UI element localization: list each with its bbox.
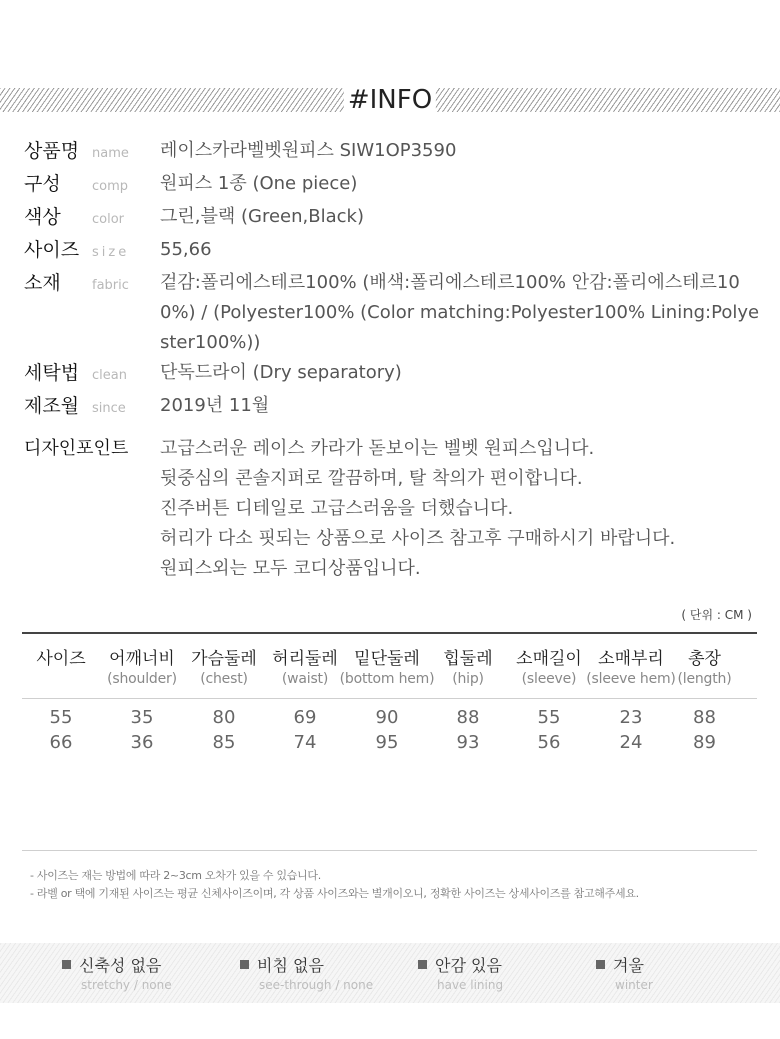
design-line: 고급스러운 레이스 카라가 돋보이는 벨벳 원피스입니다. bbox=[160, 438, 595, 459]
product-info-list bbox=[24, 136, 764, 424]
info-row-fabric bbox=[24, 268, 764, 358]
table-row bbox=[22, 730, 757, 755]
info-value: 단독드라이 (Dry separatory) bbox=[160, 362, 402, 383]
info-label: 상품명 bbox=[24, 140, 80, 162]
table-cell: 80 bbox=[212, 707, 236, 728]
table-cell: 90 bbox=[375, 707, 399, 728]
note-line: - 사이즈는 재는 방법에 따라 2~3cm 오차가 있을 수 있습니다. bbox=[30, 869, 321, 882]
note-line: - 라벨 or 택에 기재된 사이즈는 평균 신체사이즈이며, 각 상품 사이즈와는 별개이오니, 정확한 사이즈는 상세사이즈를 참고해주세요. bbox=[30, 887, 639, 900]
table-body bbox=[22, 699, 757, 755]
feature-lining: 안감 있음 have lining bbox=[418, 953, 503, 992]
table-cell: 88 bbox=[693, 707, 716, 728]
square-bullet-icon bbox=[62, 960, 71, 969]
square-bullet-icon bbox=[418, 960, 427, 969]
info-value: 그린,블랙 (Green,Black) bbox=[160, 206, 364, 227]
table-cell: 55 bbox=[49, 707, 73, 728]
unit-label: ( 단위 : CM ) bbox=[681, 608, 752, 622]
info-label-en: name bbox=[92, 146, 129, 161]
table-cell: 36 bbox=[130, 732, 154, 753]
info-row-clean bbox=[24, 358, 764, 391]
info-label: 제조월 bbox=[24, 395, 80, 417]
header-cell: 사이즈 bbox=[36, 649, 86, 669]
info-row-size bbox=[24, 235, 764, 268]
info-value: 레이스카라벨벳원피스 SIW1OP3590 bbox=[160, 140, 457, 161]
size-table bbox=[22, 632, 757, 755]
info-label: 세탁법 bbox=[24, 362, 80, 384]
header-cell: 밑단둘레 (bottom hem) bbox=[339, 649, 435, 687]
info-label-en: color bbox=[92, 212, 125, 227]
design-point-lines bbox=[160, 434, 675, 584]
table-cell: 35 bbox=[130, 707, 154, 728]
info-row-name bbox=[24, 136, 764, 169]
header-cell: 힙둘레 (hip) bbox=[443, 649, 493, 687]
header-cell: 허리둘레 (waist) bbox=[272, 649, 338, 687]
size-notes bbox=[30, 867, 639, 903]
info-value: 2019년 11월 bbox=[160, 395, 270, 416]
info-label-en: clean bbox=[92, 368, 127, 383]
feature-see-through: 비침 없음 see-through / none bbox=[240, 953, 373, 992]
table-cell: 69 bbox=[293, 707, 317, 728]
table-cell: 95 bbox=[375, 732, 399, 753]
design-point-label: 디자인포인트 bbox=[24, 438, 129, 459]
feature-band bbox=[0, 943, 780, 1003]
table-row bbox=[22, 705, 757, 730]
info-value: 55,66 bbox=[160, 239, 212, 260]
design-line: 원피스외는 모두 코디상품입니다. bbox=[160, 558, 421, 579]
info-label: 소재 bbox=[24, 272, 61, 294]
info-value: 겉감:폴리에스테르100% (배색:폴리에스테르100% 안감:폴리에스테르100%) / (Polyester100% (Color matching:Polyester100% Lining:Polyester100%)) bbox=[160, 272, 760, 353]
design-line: 뒷중심의 콘솔지퍼로 깔끔하며, 탈 착의가 편이합니다. bbox=[160, 468, 583, 489]
info-row-since bbox=[24, 391, 764, 424]
info-row-comp bbox=[24, 169, 764, 202]
table-cell: 66 bbox=[49, 732, 73, 753]
header-cell: 어깨너비 (shoulder) bbox=[107, 649, 177, 687]
info-value: 원피스 1종 (One piece) bbox=[160, 173, 358, 194]
table-bottom-rule bbox=[22, 850, 757, 851]
header-cell: 소매길이 (sleeve) bbox=[516, 649, 582, 687]
table-header bbox=[22, 634, 757, 699]
table-cell: 56 bbox=[537, 732, 561, 753]
table-cell: 89 bbox=[693, 732, 716, 753]
table-cell: 24 bbox=[619, 732, 643, 753]
info-label: 사이즈 bbox=[24, 239, 80, 261]
section-title: #INFO bbox=[344, 84, 436, 116]
feature-stretch: 신축성 없음 stretchy / none bbox=[62, 953, 172, 992]
info-label-en: fabric bbox=[92, 278, 129, 293]
info-label-en: size bbox=[92, 245, 130, 260]
header-cell: 총장 (length) bbox=[677, 649, 732, 687]
info-label: 구성 bbox=[24, 173, 61, 195]
info-label-en: since bbox=[92, 401, 126, 416]
header-cell: 소매부리 (sleeve hem) bbox=[586, 649, 676, 687]
info-label: 색상 bbox=[24, 206, 61, 228]
info-label-en: comp bbox=[92, 179, 129, 194]
square-bullet-icon bbox=[596, 960, 605, 969]
feature-season: 겨울 winter bbox=[596, 953, 653, 992]
design-line: 진주버튼 디테일로 고급스러움을 더했습니다. bbox=[160, 498, 514, 519]
design-line: 허리가 다소 핏되는 상품으로 사이즈 참고후 구매하시기 바랍니다. bbox=[160, 528, 676, 549]
header-cell: 가슴둘레 (chest) bbox=[191, 649, 257, 687]
square-bullet-icon bbox=[240, 960, 249, 969]
design-point bbox=[24, 434, 675, 584]
table-cell: 93 bbox=[456, 732, 480, 753]
info-row-color bbox=[24, 202, 764, 235]
table-cell: 23 bbox=[619, 707, 643, 728]
table-cell: 88 bbox=[456, 707, 480, 728]
table-cell: 74 bbox=[293, 732, 317, 753]
table-cell: 85 bbox=[212, 732, 236, 753]
table-cell: 55 bbox=[537, 707, 561, 728]
